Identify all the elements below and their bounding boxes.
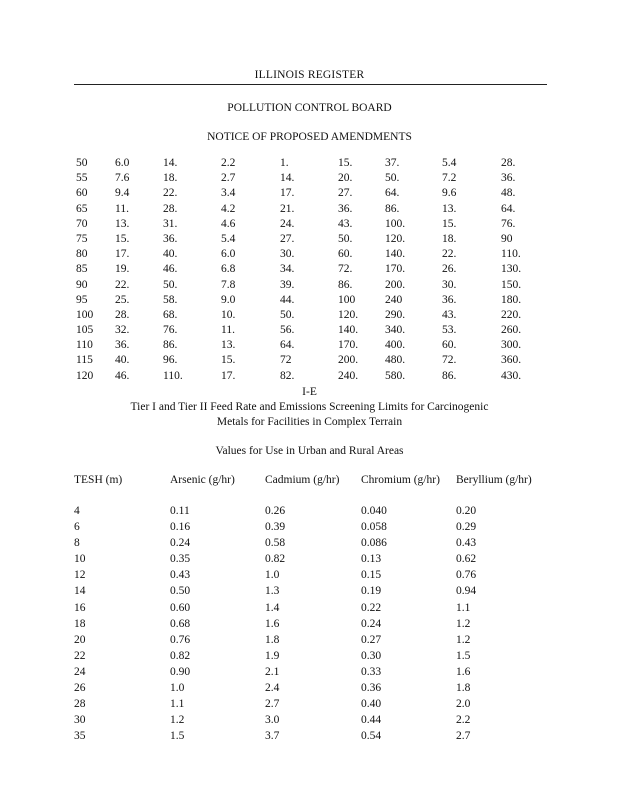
table-cell: 19. <box>115 263 130 276</box>
table-cell: 1.6 <box>456 665 471 678</box>
table-cell: 43. <box>442 308 457 321</box>
table-cell: 20. <box>338 172 353 185</box>
table-cell: 21. <box>280 202 295 215</box>
column-header: Beryllium (g/hr) <box>456 474 532 486</box>
table-row <box>74 682 544 698</box>
table-cell: 480. <box>385 354 406 367</box>
table-cell: 37. <box>385 157 400 169</box>
table-cell: 15. <box>338 157 353 169</box>
table-row <box>76 309 546 324</box>
column-header: Chromium (g/hr) <box>361 474 440 486</box>
table-cell: 0.086 <box>361 537 387 550</box>
table-cell: 72. <box>442 354 457 367</box>
table-cell: 11. <box>221 324 235 337</box>
table-cell: 1.2 <box>456 633 471 646</box>
table-cell: 70 <box>76 217 88 230</box>
table-row <box>74 650 544 666</box>
table-cell: 150. <box>501 278 522 291</box>
table-cell: 26 <box>74 682 86 695</box>
table-cell: 0.24 <box>170 537 191 550</box>
table-cell: 40. <box>115 354 130 367</box>
table-cell: 90 <box>76 278 88 291</box>
table-cell: 50 <box>76 157 88 169</box>
table-row <box>76 324 546 339</box>
table-cell: 580. <box>385 369 406 382</box>
table-row <box>74 618 544 634</box>
table-cell: 13. <box>221 339 236 352</box>
section-label: I-E <box>302 386 317 398</box>
table-cell: 4.6 <box>221 217 236 230</box>
table-row <box>76 248 546 263</box>
carcinogenic-metals-table-header <box>74 474 554 490</box>
notice-title: NOTICE OF PROPOSED AMENDMENTS <box>207 131 412 143</box>
table-cell: 30 <box>74 714 86 727</box>
table-cell: 0.54 <box>361 730 382 743</box>
table-cell: 53. <box>442 324 457 337</box>
table-cell: 1.9 <box>265 649 280 662</box>
table-cell: 115 <box>76 354 93 367</box>
table-cell: 0.39 <box>265 521 286 534</box>
table-cell: 0.27 <box>361 633 382 646</box>
table-cell: 0.82 <box>265 553 286 566</box>
table-cell: 13. <box>442 202 457 215</box>
table-cell: 7.6 <box>115 172 130 185</box>
column-header: Arsenic (g/hr) <box>170 474 235 486</box>
table-cell: 0.35 <box>170 553 191 566</box>
table-cell: 17. <box>221 369 236 382</box>
table-cell: 16 <box>74 601 86 614</box>
table-row <box>74 698 544 714</box>
table-cell: 72. <box>338 263 353 276</box>
table-cell: 340. <box>385 324 406 337</box>
table-cell: 100 <box>338 293 356 306</box>
section-title-line1: Tier I and Tier II Feed Rate and Emissions Screening Limits for Carcinogenic <box>130 401 489 413</box>
table-row <box>74 537 544 553</box>
header-rule <box>74 84 547 85</box>
table-cell: 75 <box>76 232 88 245</box>
table-cell: 2.2 <box>221 157 236 169</box>
table-cell: 32. <box>115 324 130 337</box>
table-cell: 0.24 <box>361 617 382 630</box>
table-cell: 0.44 <box>361 714 382 727</box>
table-row <box>76 203 546 218</box>
table-cell: 26. <box>442 263 457 276</box>
table-cell: 30. <box>442 278 457 291</box>
table-row <box>74 634 544 650</box>
table-row <box>74 730 544 746</box>
table-cell: 170. <box>338 339 359 352</box>
table-cell: 48. <box>501 187 516 200</box>
table-cell: 24. <box>280 217 295 230</box>
table-row <box>76 279 546 294</box>
table-cell: 60. <box>442 339 457 352</box>
table-cell: 1.5 <box>170 730 185 743</box>
table-cell: 12 <box>74 569 86 582</box>
table-cell: 3.0 <box>265 714 280 727</box>
table-cell: 170. <box>385 263 406 276</box>
table-cell: 22 <box>74 649 86 662</box>
table-cell: 1.8 <box>456 682 471 695</box>
table-cell: 290. <box>385 308 406 321</box>
table-cell: 2.7 <box>456 730 471 743</box>
table-cell: 25. <box>115 293 130 306</box>
table-cell: 0.76 <box>170 633 191 646</box>
table-cell: 56. <box>280 324 295 337</box>
table-cell: 85 <box>76 263 88 276</box>
table-cell: 430. <box>501 369 522 382</box>
table-cell: 0.11 <box>170 505 190 517</box>
table-cell: 28. <box>163 202 178 215</box>
table-row <box>76 339 546 354</box>
table-row <box>74 714 544 730</box>
table-cell: 82. <box>280 369 295 382</box>
table-cell: 15. <box>442 217 457 230</box>
table-cell: 64. <box>501 202 516 215</box>
table-cell: 27. <box>338 187 353 200</box>
section-subtitle: Values for Use in Urban and Rural Areas <box>215 445 404 457</box>
table-cell: 1.1 <box>456 601 471 614</box>
table-cell: 36. <box>115 339 130 352</box>
table-cell: 95 <box>76 293 88 306</box>
table-cell: 0.43 <box>456 537 477 550</box>
table-cell: 0.62 <box>456 553 477 566</box>
table-cell: 0.20 <box>456 505 477 517</box>
table-cell: 0.50 <box>170 585 191 598</box>
table-cell: 76. <box>163 324 178 337</box>
table-cell: 36. <box>163 232 178 245</box>
table-cell: 140. <box>385 248 406 261</box>
table-cell: 6 <box>74 521 80 534</box>
table-cell: 1.5 <box>456 649 471 662</box>
table-cell: 2.2 <box>456 714 471 727</box>
table-cell: 18 <box>74 617 86 630</box>
table-cell: 2.0 <box>456 698 471 711</box>
register-title: ILLINOIS REGISTER <box>254 69 365 81</box>
table-cell: 10. <box>221 308 236 321</box>
table-cell: 0.058 <box>361 521 387 534</box>
table-cell: 72 <box>280 354 292 367</box>
table-cell: 31. <box>163 217 178 230</box>
table-cell: 1. <box>280 157 289 169</box>
table-cell: 64. <box>385 187 400 200</box>
table-cell: 200. <box>338 354 359 367</box>
table-cell: 0.26 <box>265 505 286 517</box>
table-cell: 86. <box>385 202 400 215</box>
table-cell: 1.0 <box>265 569 280 582</box>
table-cell: 11. <box>115 202 129 215</box>
table-cell: 96. <box>163 354 178 367</box>
table-cell: 360. <box>501 354 522 367</box>
table-cell: 8 <box>74 537 80 550</box>
table-cell: 15. <box>221 354 236 367</box>
table-cell: 110. <box>501 248 521 261</box>
table-cell: 15. <box>115 232 130 245</box>
table-cell: 0.82 <box>170 649 191 662</box>
table-row <box>76 233 546 248</box>
table-row <box>74 505 544 521</box>
table-cell: 5.4 <box>221 232 236 245</box>
table-cell: 6.8 <box>221 263 236 276</box>
table-cell: 0.15 <box>361 569 382 582</box>
table-cell: 1.2 <box>456 617 471 630</box>
table-row <box>74 521 544 537</box>
table-cell: 110. <box>163 369 183 382</box>
table-cell: 9.6 <box>442 187 457 200</box>
table-cell: 20 <box>74 633 86 646</box>
table-cell: 86. <box>163 339 178 352</box>
table-cell: 43. <box>338 217 353 230</box>
table-cell: 240 <box>385 293 403 306</box>
table-row <box>76 157 546 172</box>
table-cell: 27. <box>280 232 295 245</box>
table-cell: 46. <box>115 369 130 382</box>
table-cell: 120. <box>385 232 406 245</box>
table-cell: 0.040 <box>361 505 387 517</box>
table-cell: 18. <box>163 172 178 185</box>
column-header: TESH (m) <box>74 474 123 486</box>
table-cell: 120 <box>76 369 94 382</box>
table-cell: 35 <box>74 730 86 743</box>
table-cell: 0.94 <box>456 585 477 598</box>
table-row <box>74 666 544 682</box>
table-cell: 0.29 <box>456 521 477 534</box>
table-cell: 1.4 <box>265 601 280 614</box>
table-cell: 76. <box>501 217 516 230</box>
table-cell: 14. <box>280 172 295 185</box>
table-cell: 28. <box>115 308 130 321</box>
table-cell: 28 <box>74 698 86 711</box>
table-cell: 80 <box>76 248 88 261</box>
table-cell: 44. <box>280 293 295 306</box>
table-cell: 7.8 <box>221 278 236 291</box>
table-row <box>74 553 544 569</box>
column-header: Cadmium (g/hr) <box>265 474 340 486</box>
table-cell: 100 <box>76 308 94 321</box>
table-cell: 6.0 <box>115 157 130 169</box>
table-cell: 0.76 <box>456 569 477 582</box>
table-cell: 22. <box>163 187 178 200</box>
table-row <box>76 354 546 369</box>
table-cell: 100. <box>385 217 406 230</box>
table-cell: 0.58 <box>265 537 286 550</box>
table-cell: 1.1 <box>170 698 185 711</box>
table-cell: 140. <box>338 324 359 337</box>
table-cell: 1.0 <box>170 682 185 695</box>
table-row <box>76 263 546 278</box>
table-cell: 60. <box>338 248 353 261</box>
table-cell: 0.36 <box>361 682 382 695</box>
table-cell: 39. <box>280 278 295 291</box>
table-cell: 36. <box>501 172 516 185</box>
table-cell: 50. <box>280 308 295 321</box>
table-cell: 50. <box>163 278 178 291</box>
table-cell: 24 <box>74 665 86 678</box>
table-cell: 36. <box>442 293 457 306</box>
table-cell: 300. <box>501 339 522 352</box>
board-title: POLLUTION CONTROL BOARD <box>227 102 392 114</box>
table-cell: 17. <box>115 248 130 261</box>
table-cell: 86. <box>442 369 457 382</box>
table-cell: 55 <box>76 172 88 185</box>
carcinogenic-metals-table <box>74 505 544 746</box>
table-cell: 30. <box>280 248 295 261</box>
table-cell: 14. <box>163 157 178 169</box>
table-cell: 86. <box>338 278 353 291</box>
table-row <box>74 585 544 601</box>
table-row <box>76 294 546 309</box>
table-cell: 1.2 <box>170 714 185 727</box>
table-cell: 5.4 <box>442 157 457 169</box>
table-row <box>76 370 546 385</box>
table-cell: 64. <box>280 339 295 352</box>
table-cell: 34. <box>280 263 295 276</box>
table-cell: 0.22 <box>361 601 382 614</box>
table-cell: 0.19 <box>361 585 382 598</box>
table-cell: 46. <box>163 263 178 276</box>
table-cell: 22. <box>442 248 457 261</box>
table-cell: 260. <box>501 324 522 337</box>
table-cell: 90 <box>501 232 513 245</box>
table-cell: 0.13 <box>361 553 382 566</box>
table-cell: 0.60 <box>170 601 191 614</box>
table-cell: 400. <box>385 339 406 352</box>
table-cell: 40. <box>163 248 178 261</box>
table-cell: 220. <box>501 308 522 321</box>
table-cell: 65 <box>76 202 88 215</box>
table-cell: 110 <box>76 339 93 352</box>
table-cell: 0.16 <box>170 521 191 534</box>
table-cell: 22. <box>115 278 130 291</box>
table-cell: 6.0 <box>221 248 236 261</box>
table-cell: 0.43 <box>170 569 191 582</box>
table-cell: 1.8 <box>265 633 280 646</box>
table-cell: 2.7 <box>221 172 236 185</box>
table-cell: 60 <box>76 187 88 200</box>
table-cell: 1.3 <box>265 585 280 598</box>
table-cell: 2.1 <box>265 665 280 678</box>
table-cell: 0.40 <box>361 698 382 711</box>
table-row <box>74 569 544 585</box>
table-cell: 2.4 <box>265 682 280 695</box>
table-cell: 36. <box>338 202 353 215</box>
table-cell: 120. <box>338 308 359 321</box>
table-cell: 18. <box>442 232 457 245</box>
table-cell: 0.33 <box>361 665 382 678</box>
table-cell: 68. <box>163 308 178 321</box>
screening-limits-table-continued <box>76 157 546 385</box>
table-cell: 7.2 <box>442 172 457 185</box>
table-cell: 9.4 <box>115 187 130 200</box>
table-cell: 2.7 <box>265 698 280 711</box>
table-cell: 58. <box>163 293 178 306</box>
section-title-line2: Metals for Facilities in Complex Terrain <box>216 416 403 428</box>
table-cell: 1.6 <box>265 617 280 630</box>
table-cell: 13. <box>115 217 130 230</box>
table-row <box>74 602 544 618</box>
table-cell: 9.0 <box>221 293 236 306</box>
table-cell: 105 <box>76 324 94 337</box>
table-cell: 17. <box>280 187 295 200</box>
table-row <box>76 218 546 233</box>
table-cell: 0.90 <box>170 665 191 678</box>
table-cell: 3.7 <box>265 730 280 743</box>
table-row <box>76 187 546 202</box>
table-cell: 240. <box>338 369 359 382</box>
table-cell: 0.68 <box>170 617 191 630</box>
table-cell: 3.4 <box>221 187 236 200</box>
table-row <box>76 172 546 187</box>
table-cell: 50. <box>385 172 400 185</box>
table-cell: 130. <box>501 263 522 276</box>
table-cell: 28. <box>501 157 516 169</box>
table-cell: 180. <box>501 293 522 306</box>
table-cell: 0.30 <box>361 649 382 662</box>
table-cell: 200. <box>385 278 406 291</box>
table-cell: 10 <box>74 553 86 566</box>
table-cell: 50. <box>338 232 353 245</box>
table-cell: 4 <box>74 505 80 517</box>
table-cell: 4.2 <box>221 202 236 215</box>
table-cell: 14 <box>74 585 86 598</box>
